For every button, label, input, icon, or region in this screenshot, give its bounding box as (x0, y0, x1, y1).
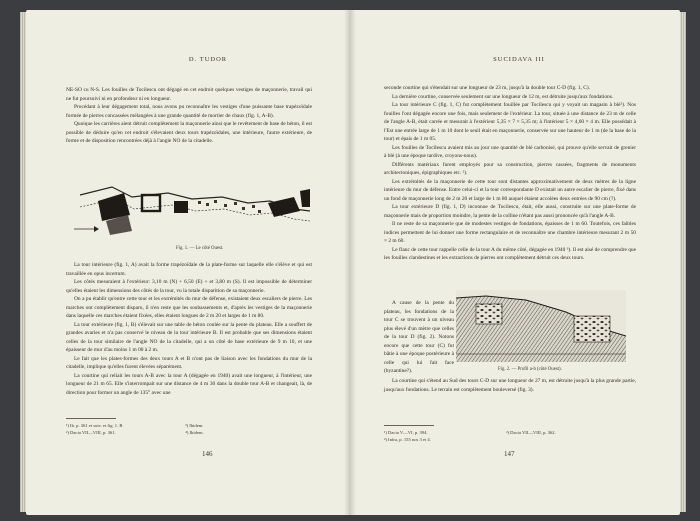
paragraph: La tour extérieure D (fig. 1, D) inconnue de Tocilescu, était, elle aussi, construite sur une plate-forme de maçonnerie mais de proportion moindre, la pente de la colline n'étant pas aussi prononcée qu'à l'angle A-B. (384, 204, 636, 219)
paragraph: Les extrémités de la maçonnerie de cette tour sont distantes approximativement de deux mètres de la ligne intérieure du mur de défense. Entre celui-ci et la tour correspondante D existait un autre escalier de pierre, fixé dans un fond de maçonnerie long de 2 m 20 et large de 1 m 80 auquel étaient accolées deux entrées de 90 cm (?). (384, 178, 636, 202)
running-head: D. TUDOR (188, 56, 228, 63)
footnote: ²) Infra, p. 155 nos 3 et 4. (384, 437, 431, 442)
footnotes (66, 418, 312, 436)
footnote: ³) Ibidem. (185, 423, 204, 428)
footnote: ³) Dacia VII—VIII, p. 362. (506, 430, 556, 435)
footnote: ¹) Ib. p. 361 et suiv. et fig. 1. B (66, 423, 123, 428)
paragraph: On a pu établir qu'entre cette tour et les extrémités du mur de défense, existaient deux escaliers de pierre. Les marches ont complètement disparu, il n'en reste que les soubassements et, d'après les vestiges de la maçonnerie dans laquelle ces marches étaient fixées, elles étaient longues de 2 m 20 et larges de 1 m 80. (66, 296, 312, 319)
footnote-rule (384, 425, 434, 426)
figure-caption: Fig. 1. — Le côté Ouest. (176, 246, 224, 251)
right-page (350, 10, 680, 515)
right-page-edges (680, 12, 686, 512)
paragraph: Il ne reste de sa maçonnerie que de modestes vestiges de fondations, épaisses de 1 m 60. Toutefois, ces faibles indices permettent de lui donner une forme rectangulaire et de reconnaître une chambre intérieure mesurant 2 m 50 × 2 m 60. (384, 221, 636, 244)
page-number: 147 (504, 450, 515, 458)
paragraph: La tour extérieure (fig. 1, B) s'élevait sur une table de béton coulée sur la pente du plateau. Elle a souffert de grandes avaries et n'a pas conservé le niveau de la tour intérieure B. Il est probable que ses dimensions étaient celles de la tour similaire de l'angle NO de la citadelle, qui a un côté de base extérieure de 9 m 10, et une épaisseur de mur d'au moins 1 m 00 à 2 m. (66, 321, 312, 353)
paragraph: La tour intérieure (fig. 1, A) avait la forme trapézoïdale de la plate-forme sur laquelle elle s'élève et qui est travaillée en opus incertum. (66, 262, 312, 277)
paragraph: La tour intérieure C (fig. 1, C) fut complètement fouillée par Tocilescu qui y voyait un magasin à blé¹). Nos fouilles l'ont dégagée encore une fois, mais seulement de l'extérieur. La tour, située à une distance de 23 m de celle de l'angle A-B, était carrée et mesurait à l'extérieur 5,35 × 7 × 5,35 m; à l'intérieur 5 × 4,60 × 4 m. Elle possédait à l'Est une entrée large de 1 m 10 dont le seuil était en maçonnerie, conservée sur une hauteur de 1 m (de la base de la tour) et épais de 1 m 05. (384, 102, 636, 142)
paragraph: Le fait que les plates-formes des deux tours A et B n'ont pas de liaison avec les fondations du mur de la citadelle, implique qu'elles furent élevées séparément. (66, 355, 312, 370)
paragraph: Le flanc de cette tour rappelle celle de la tour A du même côté, dégagée en 1940 ³). Il est aisé de comprendre que les fouilles clandestines et les extractions de pierres ont complètement détruit ces deux tours. (384, 246, 636, 261)
paragraph: La courtine qui s'étend au Sud des tours C-D sur une longueur de 27 m, est détruite jusqu'à la plus grande partie, jusqu'aux fondations. Le terrain est complètement bouleversé (fig. 3). (384, 378, 636, 393)
paragraph: La dernière courtine, conservée seulement sur une longueur de 12 m, est détruite jusqu'aux fondations. (392, 93, 614, 100)
paragraph: A cause de la pente du plateau, les fondations de la tour C se trouvent à un niveau plus élevé d'un mètre que celles de la tour D (fig. 2). Notons encore que cette tour (C) fut bâtie à une époque postérieure à celle qui lui fait face (byzantine?). (384, 300, 454, 374)
paragraph: Les fouilles de Tocilescu avaient mis au jour une quantité de blé carbonisé, qui prouve qu'elle servait de grenier à blé (à une époque tardive, croyons-nous). (384, 144, 636, 159)
page-number: 146 (202, 450, 213, 458)
profile-figure (456, 290, 626, 362)
paragraph: Procédant à leur dégagement total, nous avons pu reconnaître les vestiges d'une puissante base trapézoïdale formée de pierres concassées mélangées à une grande quantité de mortier de chaux (fig. 1, A-B). (66, 104, 312, 119)
book-gutter (344, 10, 356, 515)
paragraph: Différents matériaux furent employés pour sa construction, pierres cassées, fragments de monuments architectoniques, épigraphiques etc. ²). (384, 161, 636, 176)
left-page (26, 10, 350, 515)
text-block-side (384, 299, 454, 376)
text-block-top (384, 84, 636, 263)
running-head: SUCIDAVA III (493, 56, 545, 63)
text-block-bottom (384, 377, 636, 394)
paragraph: seconde courtine qui s'étendait sur une longueur de 23 m, jusqu'à la double tour C-D (fig. 1, C). (384, 85, 590, 91)
paragraph: Quoique les carrières aient détruit complètement la maçonnerie ainsi que le revêtement de base de béton, il est possible de déduire qu'en cet endroit s'élevaient deux tours trapézoïdales, une intérieure, l'autre extérieure, de forme et de disposition rencontrées déjà à l'angle NO de la citadelle. (66, 121, 312, 144)
footnote: ¹) Dacia V—VI, p. 394. (384, 430, 428, 435)
paragraph: Les côtés mesuraient à l'extérieur: 3,10 m (N) + 6,50 (E) + et 3,80 m (S). Il est impossible de déterminer qu'elles étaient les dimensions des côtés de la tour, vu la totale disparition de sa maçonnerie. (66, 279, 312, 294)
text-block-top (66, 86, 312, 146)
footnote: ⁴) Ibidem. (185, 430, 204, 435)
text-block-bottom (66, 261, 312, 397)
footnote: ²) Dacia VII—VIII, p. 361. (66, 430, 116, 435)
footnote-rule (66, 418, 116, 419)
figure-caption: Fig. 2. — Profil a-b (côté Ouest). (498, 367, 562, 372)
site-plan-figure (72, 177, 312, 237)
paragraph: La courtine qui reliait les tours A-B avec la tour A (dégagée en 1940) avait une longueur, à l'intérieur, une longueur de 21 m 65. Elle s'interrompait sur une distance de 4 m 30 dans la double tour A-B et changeait, là, de direction pour former un angle de 135° avec une (66, 372, 312, 396)
paragraph: NE-SO cu N-S. Les fouilles de Tocilescu ont dégagé en cet endroit quelques vestiges de maçonnerie, travail qui ne fut poursuivi ni en profondeur ni en longueur. (66, 87, 312, 102)
footnotes (384, 425, 636, 443)
